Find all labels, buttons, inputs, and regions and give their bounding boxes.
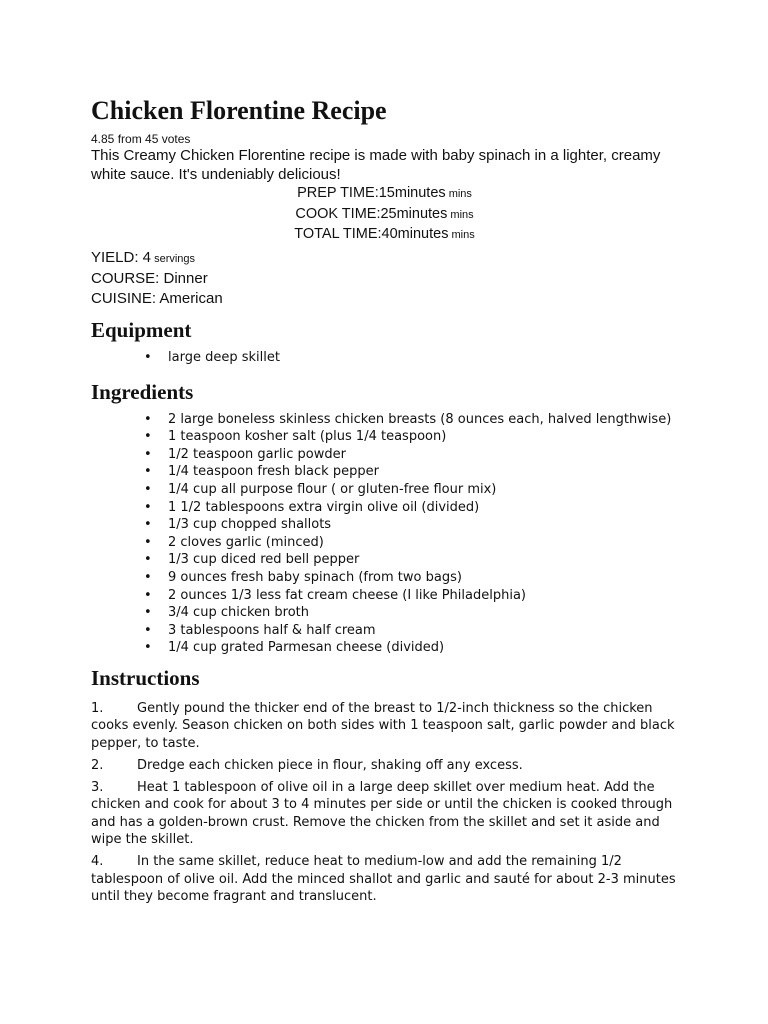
step-text: Heat 1 tablespoon of olive oil in a large deep skillet over medium heat. Add the chicken and cook for about 3 to 4 minutes per side or until the chicken is cooked through and has a golden-brown crust. Remove the chicken from the skillet and set it aside and wipe the skillet. [91,779,673,848]
instruction-step [91,700,678,753]
instruction-step [91,757,678,775]
time-block [91,184,678,246]
step-number: 1. [91,700,104,716]
step-number: 2. [91,757,104,773]
recipe-description: This Creamy Chicken Florentine recipe is made with baby spinach in a lighter, creamy white sauce. It's undeniably delicious! [91,147,661,183]
list-item: • 2 ounces 1/3 less fat cream cheese (I like Philadelphia) [91,587,678,605]
cook-time: COOK TIME:25minutes mins [295,205,474,222]
rating-text: 4.85 from 45 votes [91,132,191,146]
recipe-meta [91,248,678,309]
list-item: • 1/3 cup diced red bell pepper [91,551,678,569]
yield: YIELD: 4 servings [91,248,196,266]
step-text: In the same skillet, reduce heat to medium-low and add the remaining 1/2 tablespoon of olive oil. Add the minced shallot and garlic and sauté for about 2-3 minutes until they become fragrant and translucent. [91,854,676,905]
list-item: • 3 tablespoons half & half cream [91,622,678,640]
equipment-heading: Equipment [91,318,192,342]
instruction-step [91,779,678,849]
step-number: 4. [91,854,104,870]
cuisine: CUISINE: American [91,289,223,307]
instructions-list [91,700,678,906]
list-item: • 3/4 cup chicken broth [91,604,678,622]
list-item: • 1/4 cup all purpose flour ( or gluten-free flour mix) [91,481,678,499]
list-item: • 1/2 teaspoon garlic powder [91,446,678,464]
list-item: • 1/4 cup grated Parmesan cheese (divided) [91,639,678,657]
list-item: • 9 ounces fresh baby spinach (from two bags) [91,569,678,587]
ingredients-heading: Ingredients [91,379,194,404]
list-item: • large deep skillet [91,349,678,367]
step-text: Dredge each chicken piece in flour, shaking off any excess. [137,757,523,773]
list-item: • 1 teaspoon kosher salt (plus 1/4 teaspoon) [91,428,678,446]
instruction-step [91,853,678,906]
list-item: • 2 large boneless skinless chicken breasts (8 ounces each, halved lengthwise) [91,411,678,429]
list-item: • 2 cloves garlic (minced) [91,534,678,552]
total-time: TOTAL TIME:40minutes mins [294,226,475,242]
list-item: • 1/3 cup chopped shallots [91,516,678,534]
ingredients-list [91,411,678,657]
equipment-list [91,349,678,367]
instructions-heading: Instructions [91,665,200,690]
course: COURSE: Dinner [91,270,208,287]
step-text: Gently pound the thicker end of the breast to 1/2-inch thickness so the chicken cooks evenly. Season chicken on both sides with 1 teaspoon salt, garlic powder and black pepper, to taste. [91,700,675,751]
prep-time: PREP TIME:15minutes mins [297,185,472,201]
page-title: Chicken Florentine Recipe [91,96,387,125]
list-item: • 1 1/2 tablespoons extra virgin olive oil (divided) [91,499,678,517]
list-item: • 1/4 teaspoon fresh black pepper [91,463,678,481]
step-number: 3. [91,779,104,795]
